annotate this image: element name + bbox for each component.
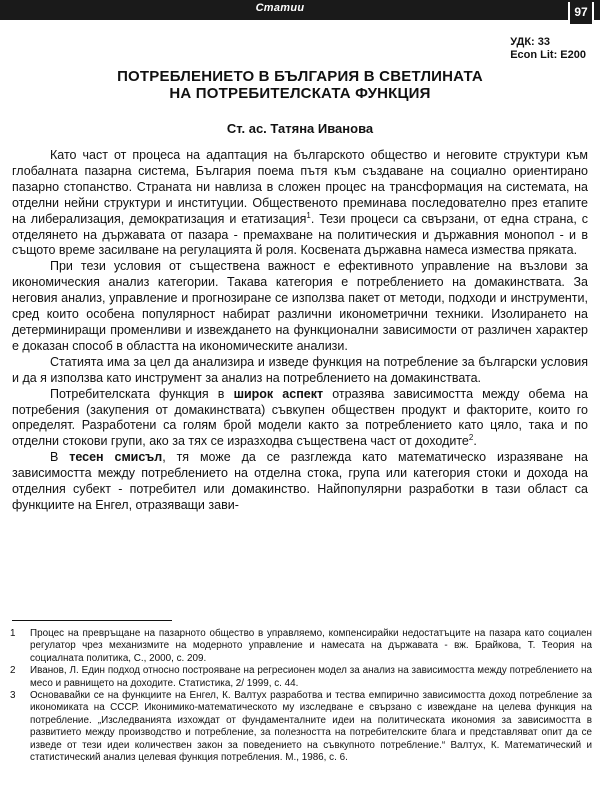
body-paragraph: В тесен смисъл, тя може да се разглежда като математическо изразяване на зависимостта между потреблението на отделна стока, група или категория стоки и дохода на отделния субект - потребител или домакинство. Найпопулярни разработки в тази област са функциите на Енгел, отразяващи зави- (12, 450, 589, 512)
udk-code: УДК: 33 (510, 36, 550, 48)
emphasis-narrow-sense: тесен смисъл (69, 450, 163, 465)
body-paragraph: Потребителската функция в широк аспект отразява зависимостта между обема на потребения (закупения от домакинствата) съвкупен обществен продукт и факторите, които го определят. Разработени са голям брой модели както за потреблението като цяло, така и по отделни стокови групи, ако за тях се изразходва съществена част от доходите$^2$. (12, 386, 588, 449)
body-paragraph: При тези условия от съществена важност е ефективното управление на възлови за икономическия анализ категории. Такава категория е потреблението на домакинствата. За неговия анализ, управление и прогнозиране се използва пакет от методи, подходи и инструменти, сред които особена популярност набират различни иконометрични техники. Изолирането на детерминиращи променливи и извеждането на функционални зависимости от различен характер е доказан способ в областта на икономическите анализи. (12, 259, 588, 353)
footnote-text: Иванов, Л. Един подход относно построяване на регресионен модел за анализ на зависимостта между потреблението на месо и равнището на доходите. Статистика, 2/ 1999, с. 44. (30, 665, 592, 689)
footnote-text: Основавайки се на функциите на Енгел, К. Валтух разработва и тества емпирично зависимостта доход потребление за икономиката на СССР. Иконимико-математическото му изследване е свързано с извеждане на целева функция на потребление. „Изследванията изхождат от фундаменталните идеи на политическата икономия за зависимостта в развитието между производство и потребление, за полезността на потребителските блага и представляват опит да се изведе от тези идеи количествен закон за поведението на съвкупното потребление.“ Валтух, К. Математический и статистический анализ целевая функция потребления. М., 1986, с. 6. (30, 690, 592, 764)
footnote (8, 665, 592, 690)
page-number: 97 (568, 2, 594, 26)
footnote-ref: 2 (468, 433, 474, 443)
article-title (60, 68, 540, 102)
footnote-text: Процес на превръщане на пазарното общество в управляемо, компенсирайки недостатъците на пазара като социален регулатор чрез механизмите на модерното управление и намесата на държавата - вж. Брайкова, Т. Теория на социалната политика, С., 2000, с. 209. (30, 628, 592, 664)
body-paragraph: Статията има за цел да анализира и изведе функция на потребление за български условия и да я използва като инструмент за анализ на потреблението на домакинствата. (12, 354, 588, 385)
footnote-number: 2 (10, 665, 16, 677)
emphasis-broad-aspect: широк аспект (233, 386, 324, 401)
footnote-ref: 1 (306, 210, 311, 220)
econlit-code: Econ Lit: E200 (510, 49, 586, 61)
footnote (8, 628, 592, 665)
classification-codes (510, 36, 586, 62)
article-author: Ст. ас. Татяна Иванова (226, 121, 374, 136)
running-head: Статии (255, 2, 305, 14)
article-title-line-1: ПОТРЕБЛЕНИЕТО В БЪЛГАРИЯ В СВЕТЛИНАТА (117, 68, 483, 85)
footnote-number: 3 (10, 690, 16, 702)
running-header-bar (0, 0, 600, 20)
footnotes (8, 628, 592, 764)
footnote-separator (12, 620, 172, 621)
body-paragraph: Като част от процеса на адаптация на българското общество и неговите структури към глобалната пазарна система, България поема пътя към създаване на социално ориентирано пазарно стопанство. Страната ни навлиза в сложен процес на трансформация на системата, на отделни нейни структури и институции. Общественото преминава последователно през етапите на либерализация, демократизация и етатизация$^1$. Тези процеси са свързани, от една страна, с отделянето на държавата от пазара - премахване на политическия и държавния монопол - и в същото време засилване на регулацията й роля. Косвената държавна намеса измества пряката. (12, 148, 588, 258)
footnote-number: 1 (10, 628, 16, 639)
article-body (12, 148, 588, 514)
footnote (8, 690, 592, 764)
article-title-line-2: НА ПОТРЕБИТЕЛСКАТА ФУНКЦИЯ (169, 85, 431, 102)
